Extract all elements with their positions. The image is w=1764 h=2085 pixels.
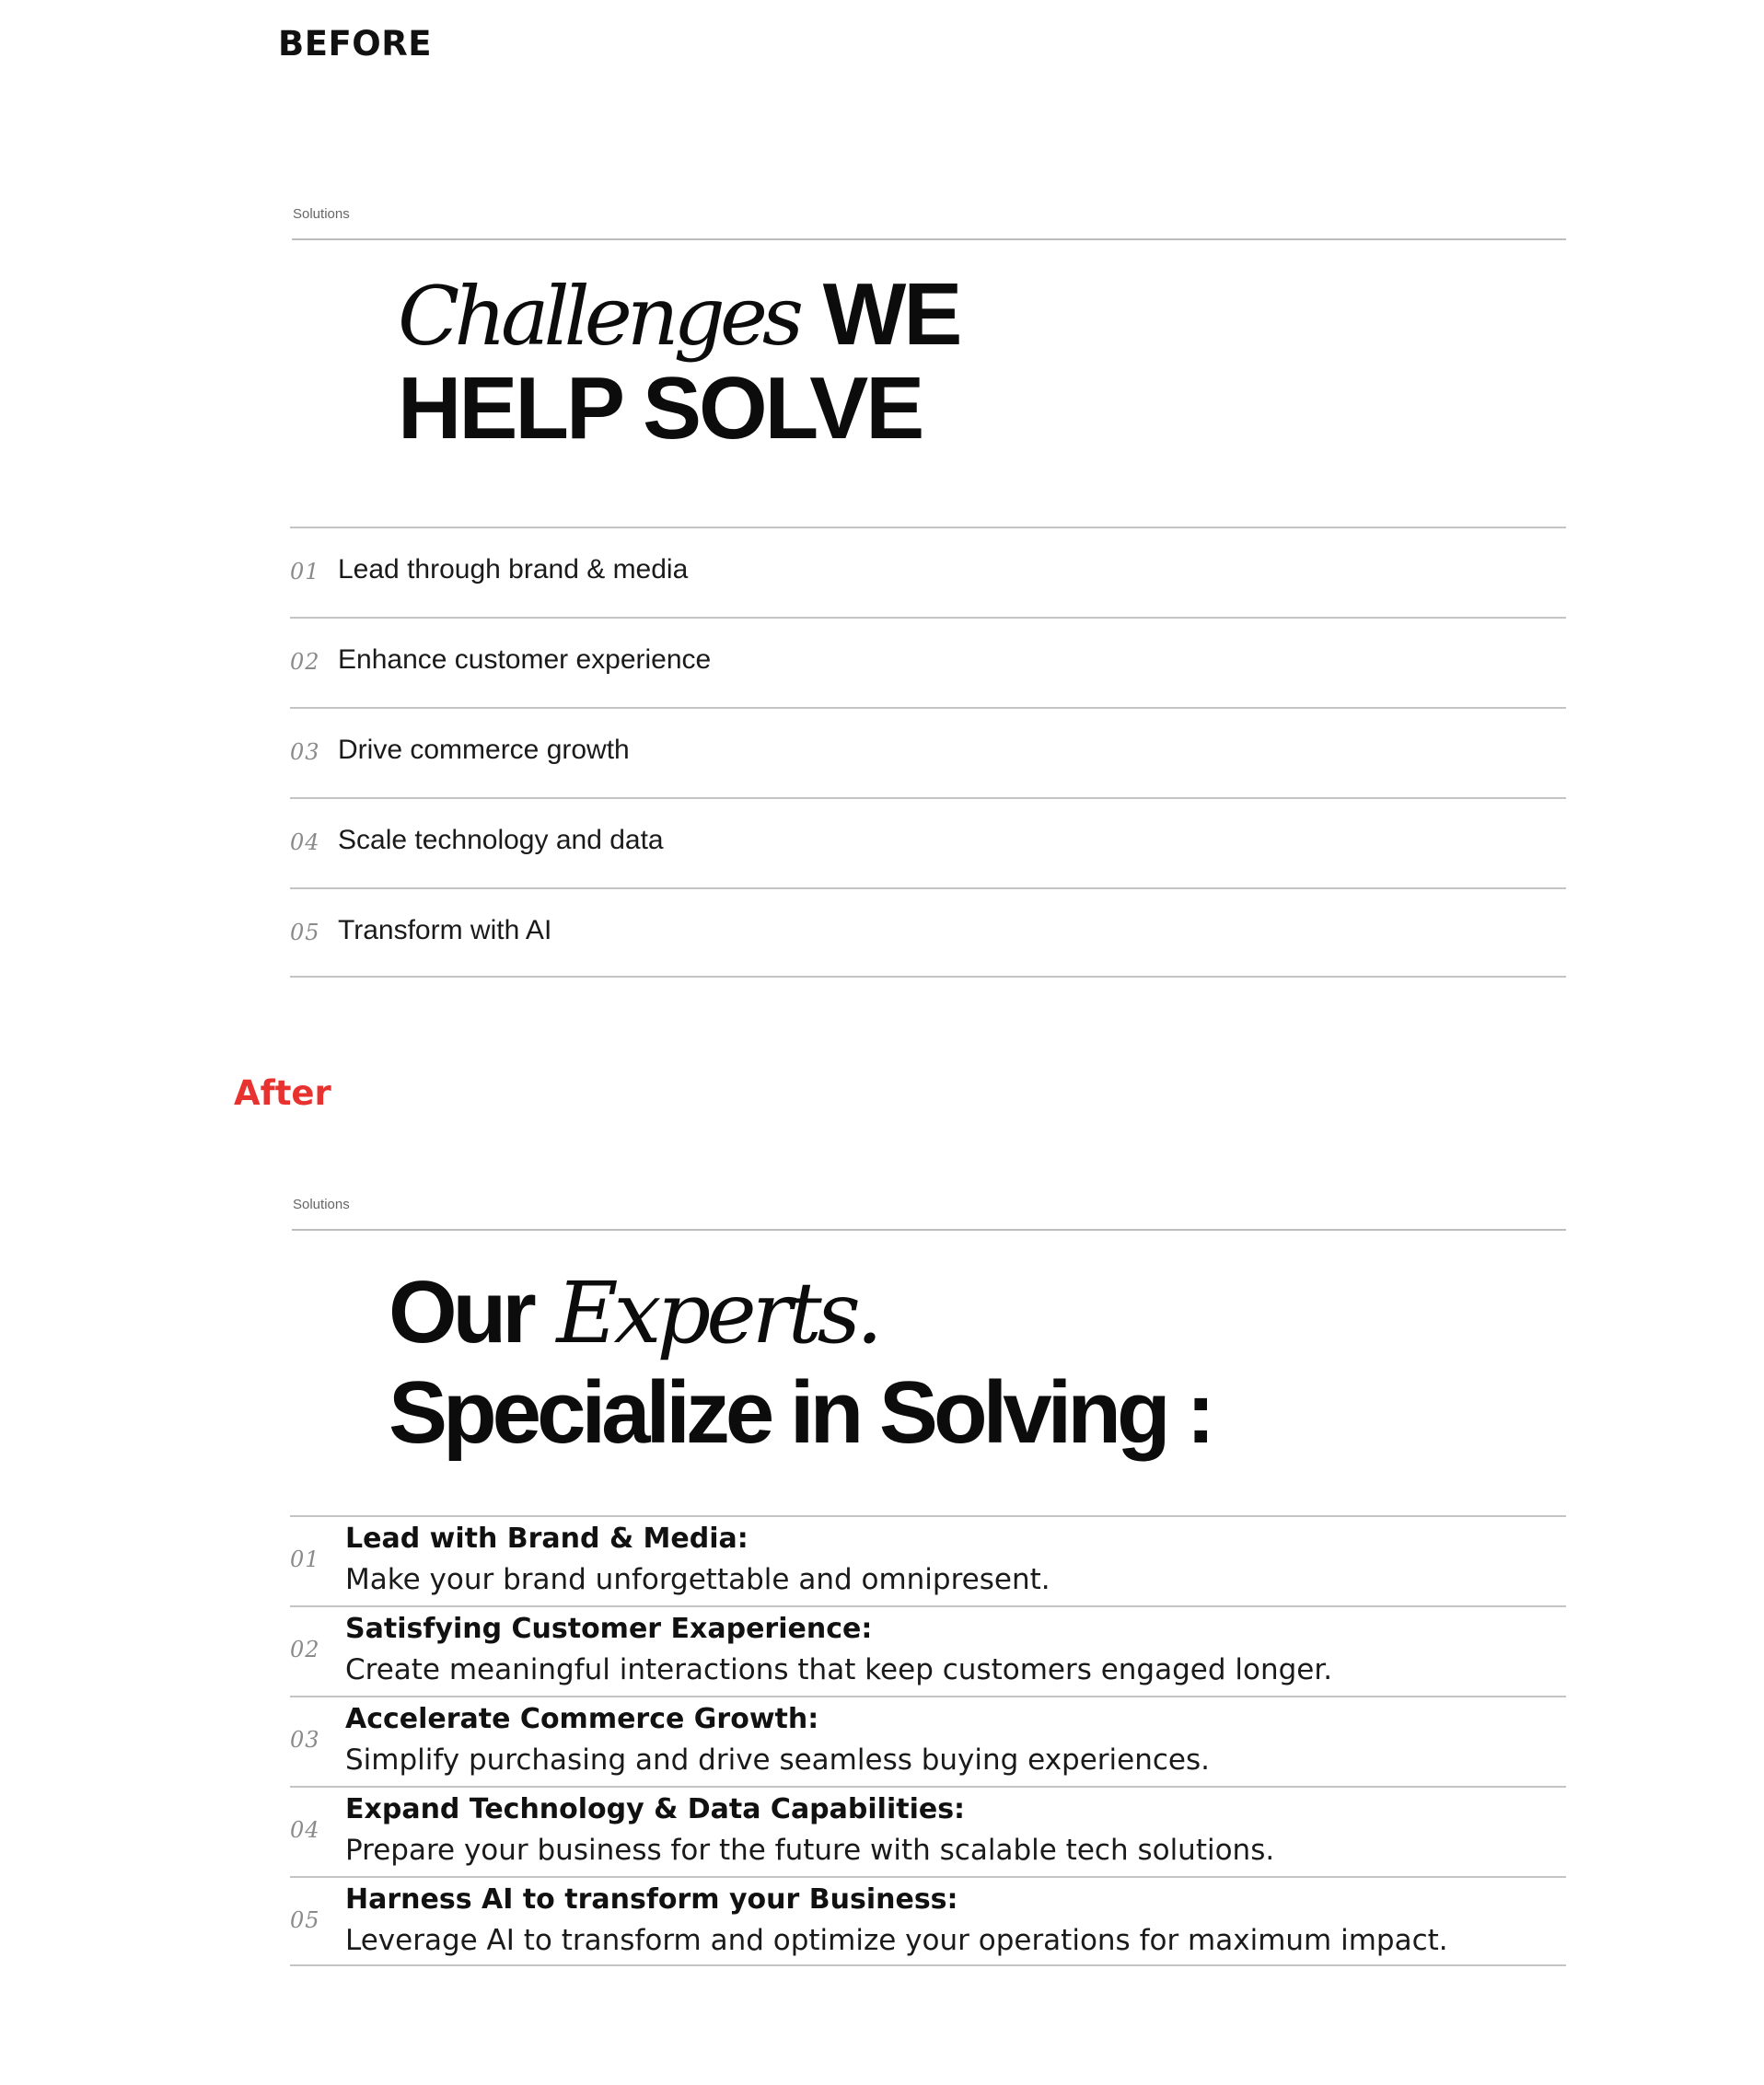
item-number: 04 — [290, 1817, 320, 1843]
after-eyebrow: Solutions — [293, 1197, 350, 1212]
after-heading-bold-2: Specialize in Solving : — [389, 1363, 1212, 1462]
list-item — [290, 617, 1566, 707]
before-eyebrow: Solutions — [293, 206, 350, 222]
before-label: BEFORE — [278, 24, 432, 64]
item-description: Prepare your business for the future with scalable tech solutions. — [345, 1834, 1275, 1867]
item-description: Simplify purchasing and drive seamless buying experiences. — [345, 1743, 1211, 1777]
list-item — [290, 1876, 1566, 1966]
before-heading — [398, 265, 960, 458]
list-item — [290, 1605, 1566, 1696]
item-number: 02 — [290, 649, 320, 675]
before-heading-bold-1: WE — [822, 265, 960, 364]
list-item — [290, 887, 1566, 978]
item-description: Leverage AI to transform and optimize your operations for maximum impact. — [345, 1924, 1448, 1957]
list-item — [290, 527, 1566, 617]
item-number: 04 — [290, 829, 320, 855]
after-heading-italic: Experts. — [556, 1264, 879, 1362]
list-item — [290, 1786, 1566, 1876]
item-text: Drive commerce growth — [338, 735, 630, 765]
item-number: 02 — [290, 1637, 320, 1662]
after-heading — [389, 1263, 1211, 1463]
item-description: Create meaningful interactions that keep customers engaged longer. — [345, 1653, 1333, 1686]
item-title: Satisfying Customer Exaperience: — [345, 1613, 873, 1645]
before-top-divider — [292, 238, 1566, 240]
item-text: Scale technology and data — [338, 825, 664, 855]
before-heading-italic: Challenges — [398, 269, 799, 364]
item-text: Enhance customer experience — [338, 644, 712, 675]
item-title: Expand Technology & Data Capabilities: — [345, 1793, 966, 1825]
item-title: Accelerate Commerce Growth: — [345, 1703, 819, 1735]
item-description: Make your brand unforgettable and omnipresent. — [345, 1563, 1050, 1596]
after-list — [290, 1515, 1566, 1966]
item-number: 03 — [290, 739, 320, 765]
list-item — [290, 1696, 1566, 1786]
item-number: 05 — [290, 920, 320, 945]
item-title: Lead with Brand & Media: — [345, 1523, 749, 1555]
list-item — [290, 797, 1566, 887]
item-number: 03 — [290, 1727, 320, 1753]
after-heading-bold-1: Our — [389, 1263, 532, 1361]
item-number: 05 — [290, 1907, 320, 1933]
after-top-divider — [292, 1229, 1566, 1231]
list-item — [290, 707, 1566, 797]
item-text: Lead through brand & media — [338, 554, 689, 585]
before-heading-bold-2: HELP SOLVE — [398, 359, 923, 458]
item-number: 01 — [290, 1546, 320, 1572]
item-text: Transform with AI — [338, 915, 552, 945]
list-item — [290, 1515, 1566, 1605]
before-list — [290, 527, 1566, 978]
item-title: Harness AI to transform your Business: — [345, 1883, 958, 1916]
item-number: 01 — [290, 559, 320, 585]
after-label: After — [234, 1073, 331, 1113]
